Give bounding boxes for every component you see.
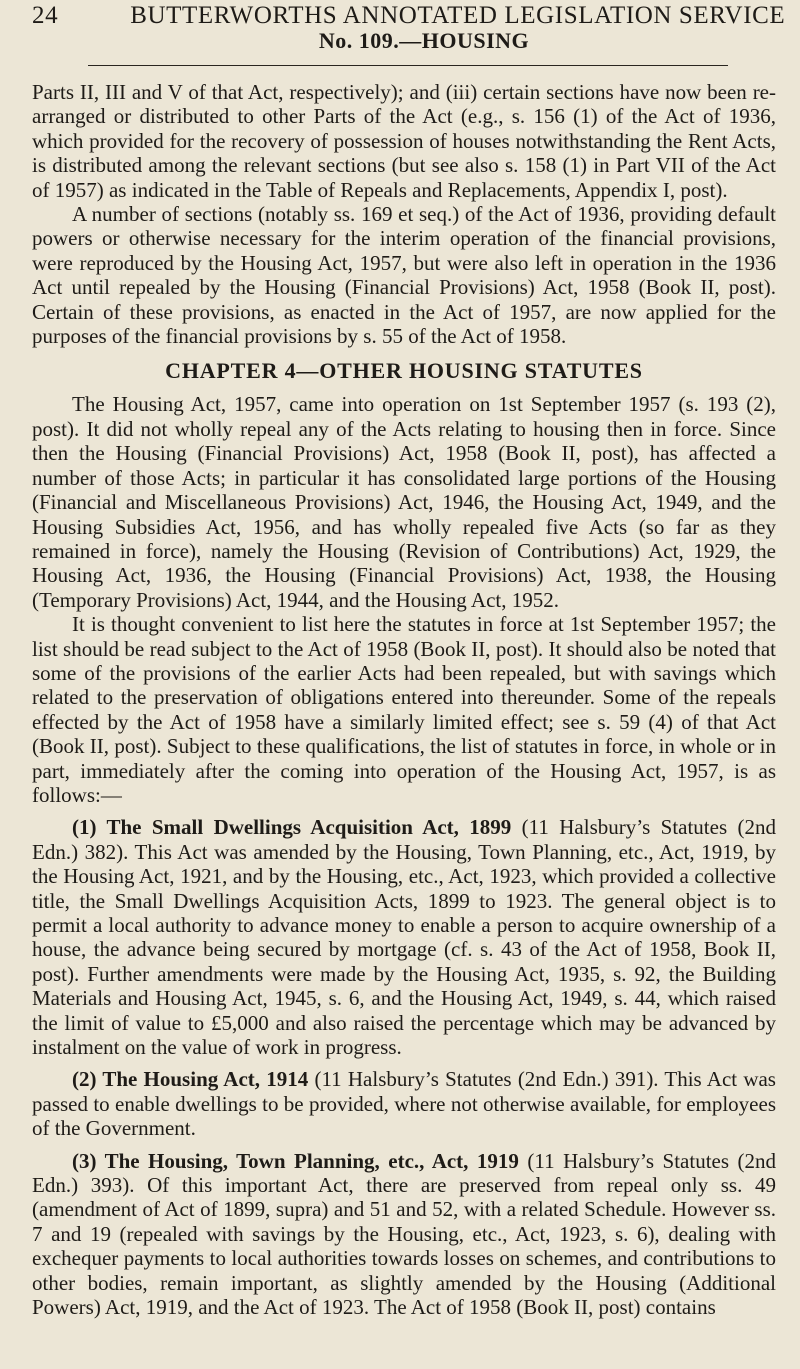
series-title: BUTTERWORTHS ANNOTATED LEGISLATION SERVICE bbox=[130, 2, 786, 29]
chapter-paragraph: The Housing Act, 1957, came into operation on 1st September 1957 (s. 193 (2), post). It did not wholly repeal any of the Acts relating to housing then in force. Since then the Housing (Financial Provisions) Act, 1958 (Book II, post), has affected a number of those Acts; in particular it has consolidated large portions of the Housing (Financial and Miscellaneous Provisions) Act, 1946, the Housing Act, 1949, and the Housing Subsidies Act, 1956, and has wholly repealed five Acts (so far as they remained in force), namely the Housing (Revision of Contributions) Act, 1929, the Housing Act, 1936, the Housing (Financial Provisions) Act, 1938, the Housing (Temporary Provisions) Act, 1944, and the Housing Act, 1952. bbox=[32, 392, 776, 612]
intro-paragraph: Parts II, III and V of that Act, respectively); and (iii) certain sections have now been re-arranged or distributed to other Parts of the Act (e.g., s. 156 (1) of the Act of 1936, which provided for the recovery of possession of houses notwithstanding the Rent Acts, is distributed among the relevant sections (but see also s. 158 (1) in Part VII of the Act of 1957) as indicated in the Table of Repeals and Replacements, Appendix I, post). bbox=[32, 80, 776, 202]
statute-text: (11 Halsbury’s Statutes (2nd Edn.) 391). This Act was passed to enable dwellings to be provided, where not otherwise available, for employees of the Government. bbox=[32, 1067, 776, 1141]
statute-title: (2) The Housing Act, 1914 bbox=[72, 1067, 309, 1092]
running-head-line bbox=[32, 2, 786, 29]
statute-text: (11 Halsbury’s Statutes (2nd Edn.) 382). This Act was amended by the Housing, Town Planning, etc., Act, 1919, by the Housing Act, 1921, and by the Housing, etc., Act, 1923, which provided a collective title, the Small Dwellings Acquisition Acts, 1899 to 1923. The general object is to permit a local authority to advance money to enable a person to acquire ownership of a house, the advance being secured by mortgage (cf. s. 43 of the Act of 1958, Book II, post). Further amendments were made by the Housing Act, 1935, s. 92, the Building Materials and Housing Act, 1945, s. 6, and the Housing Act, 1949, s. 44, which raised the limit of value to £5,000 and also raised the percentage which may be advanced by instalment on the value of work in progress. bbox=[32, 815, 776, 1060]
page-number: 24 bbox=[32, 2, 59, 29]
number-title: No. 109.—HOUSING bbox=[318, 28, 530, 53]
running-head bbox=[32, 0, 786, 53]
statute-title: (3) The Housing, Town Planning, etc., Act, 1919 bbox=[72, 1148, 519, 1173]
intro-paragraph: A number of sections (notably ss. 169 et seq.) of the Act of 1936, providing default powers or otherwise necessary for the interim operation of the financial provisions, were reproduced by the Housing Act, 1957, but were also left in operation in the 1936 Act until repealed by the Housing (Financial Provisions) Act, 1958 (Book II, post). Certain of these provisions, as enacted in the Act of 1957, are now applied for the purposes of the financial provisions by s. 55 of the Act of 1958. bbox=[32, 202, 776, 349]
statute-entry bbox=[32, 1149, 776, 1320]
chapter-heading: CHAPTER 4—OTHER HOUSING STATUTES bbox=[165, 358, 643, 384]
statute-text: (11 Halsbury’s Statutes (2nd Edn.) 393). Of this important Act, there are preserved from repeal only ss. 49 (amendment of Act of 1899, supra) and 51 and 52, with a related Schedule. However ss. 7 and 19 (repealed with savings by the Housing, etc., Act, 1923, s. 6), dealing with exchequer payments to local authorities towards losses on schemes, and contributions to other bodies, remain important, as slightly amended by the Housing (Additional Powers) Act, 1919, and the Act of 1923. The Act of 1958 (Book II, post) contains bbox=[32, 1148, 776, 1320]
chapter-paragraph: It is thought convenient to list here the statutes in force at 1st September 1957; the list should be read subject to the Act of 1958 (Book II, post). It should also be noted that some of the provisions of the earlier Acts had been repealed, but with savings which related to the preservation of obligations entered into thereunder. Some of the repeals effected by the Act of 1958 have a similarly limited effect; see s. 59 (4) of that Act (Book II, post). Subject to these qualifications, the list of statutes in force, in whole or in part, immediately after the coming into operation of the Housing Act, 1957, is as follows:— bbox=[32, 612, 776, 807]
statute-entry bbox=[32, 1067, 776, 1140]
document-body bbox=[32, 80, 776, 1320]
header-rule bbox=[88, 65, 728, 66]
statute-title: (1) The Small Dwellings Acquisition Act, 1899 bbox=[72, 815, 512, 840]
statute-entry bbox=[32, 815, 776, 1059]
